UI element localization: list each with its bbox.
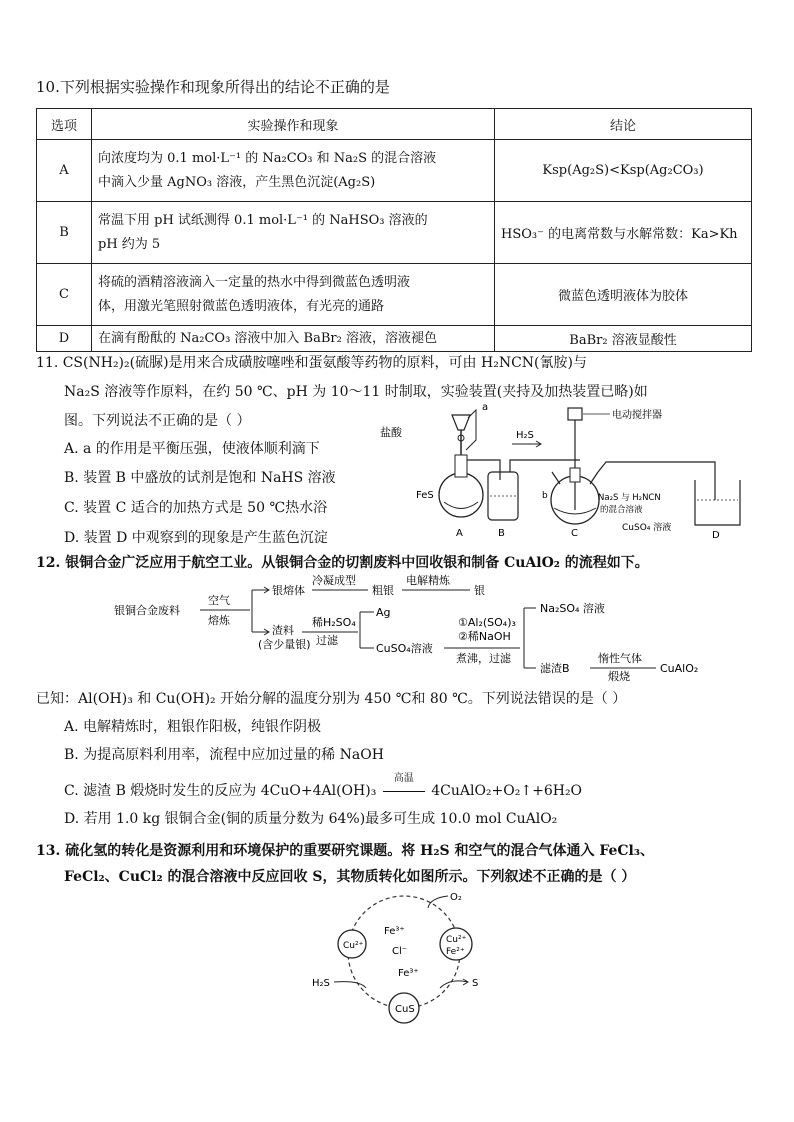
node-cu-label: Cu²⁺	[343, 941, 364, 951]
apparatus-a	[380, 402, 488, 539]
op-line: 中滴入少量 AgNO₃ 溶液，产生黑色沉淀(Ag₂S)	[98, 174, 376, 190]
flow-refine: 电解精炼	[406, 574, 450, 587]
label-o2: O₂	[450, 892, 462, 903]
label-a: a	[482, 402, 489, 413]
q11-apparatus-figure	[380, 400, 760, 545]
row-option: D	[37, 326, 92, 352]
row-option: C	[37, 264, 92, 326]
flow-ag: Ag	[376, 606, 391, 619]
q12-option-d: D. 若用 1.0 kg 银铜合金(铜的质量分数为 64%)最多可生成 10.0 mol CuAlO₂	[64, 811, 558, 827]
table-row	[37, 202, 752, 264]
q12-flow-diagram	[100, 572, 720, 682]
flow-boil: 煮沸，过滤	[456, 652, 511, 665]
table-row	[37, 140, 752, 202]
label-A: A	[456, 528, 463, 539]
label-B: B	[498, 528, 505, 539]
q12-option-a: A. 电解精炼时，粗银作阳极，纯银作阴极	[64, 719, 322, 735]
table-row	[37, 264, 752, 326]
label-fe3-low: Fe³⁺	[398, 968, 419, 979]
op-line: 体，用激光笔照射微蓝色透明液体，有光亮的通路	[98, 298, 385, 314]
op-line: 将硫的酒精溶液滴入一定量的热水中得到微蓝色透明液	[98, 274, 411, 290]
flow-cool: 冷凝成型	[312, 574, 356, 587]
q13-line1: 13. 硫化氢的转化是资源利用和环境保护的重要研究课题。将 H₂S 和空气的混合气体通入 FeCl₃、	[36, 843, 654, 859]
label-s: S	[472, 978, 479, 989]
q11-line1: 11. CS(NH₂)₂(硫脲)是用来合成磺胺噻唑和蛋氨酸等药物的原料，可由 H₂NCN(氰胺)与	[36, 355, 587, 371]
q12-stem: 12. 银铜合金广泛应用于航空工业。从银铜合金的切割废料中回收银和制备 CuAlO₂ 的流程如下。	[36, 555, 649, 571]
header-option: 选项	[37, 109, 92, 140]
q11-option-d: D. 装置 D 中观察到的现象是产生蓝色沉淀	[64, 530, 328, 546]
q12-known: 已知：Al(OH)₃ 和 Cu(OH)₂ 开始分解的温度分别为 450 ℃和 80 ℃。下列说法错误的是（ ）	[36, 691, 627, 707]
op-line: pH 约为 5	[98, 236, 161, 252]
flow-smelt: 熔炼	[208, 614, 230, 627]
q10-table	[36, 108, 752, 352]
q12-option-b: B. 为提高原料利用率，流程中应加过量的稀 NaOH	[64, 747, 384, 763]
apparatus-b	[488, 460, 580, 539]
option-c-rhs: 4CuAlO₂+O₂↑+6H₂O	[431, 783, 583, 799]
header-conclusion: 结论	[495, 109, 752, 140]
row-conclusion: 微蓝色透明液体为胶体	[495, 264, 752, 326]
flow-slag-note: (含少量银)	[258, 638, 311, 651]
node-cu-fe-label-2: Fe²⁺	[446, 947, 465, 957]
flow-melt: 银熔体	[272, 584, 305, 597]
flow-inert: 惰性气体	[598, 652, 642, 665]
node-cu-fe-label-1: Cu²⁺	[446, 935, 467, 945]
flow-na2so4: Na₂SO₄ 溶液	[540, 602, 605, 615]
flow-calcine: 煅烧	[608, 670, 630, 683]
label-h2s: H₂S	[516, 430, 534, 441]
row-conclusion: BaBr₂ 溶液显酸性	[495, 326, 752, 352]
label-fes: FeS	[416, 490, 434, 501]
flow-product: CuAlO₂	[660, 662, 699, 675]
flow-filter: 过滤	[316, 634, 338, 647]
flow-acid: 稀H₂SO₄	[312, 616, 356, 629]
q11-option-c: C. 装置 C 适合的加热方式是 50 ℃热水浴	[64, 500, 328, 516]
reaction-arrow	[381, 773, 427, 799]
flow-residue: 滤渣B	[540, 662, 570, 675]
row-option: B	[37, 202, 92, 264]
q13-cycle-diagram	[300, 880, 520, 1030]
beaker-d	[695, 480, 740, 525]
table-row	[37, 326, 752, 352]
flow-cuso4: CuSO₄溶液	[376, 642, 433, 655]
label-fe3-top: Fe³⁺	[384, 926, 405, 937]
table-header-row	[37, 109, 752, 140]
pressure-tube-a	[466, 410, 476, 450]
label-b: b	[542, 491, 548, 501]
flask-a	[439, 473, 483, 517]
q12-option-c	[64, 773, 583, 800]
q13-line2: FeCl₂、CuCl₂ 的混合溶液中反应回收 S，其物质转化如图所示。下列叙述不正确的是（ ）	[64, 869, 636, 885]
op-line: 常温下用 pH 试纸测得 0.1 mol·L⁻¹ 的 NaHSO₃ 溶液的	[98, 212, 428, 228]
row-operation	[92, 264, 495, 326]
row-conclusion: HSO₃⁻ 的电离常数与水解常数：Ka>Kh	[495, 202, 752, 264]
label-h2s: H₂S	[312, 978, 330, 989]
flow-air: 空气	[208, 594, 230, 607]
row-operation: 在滴有酚酞的 Na₂CO₃ 溶液中加入 BaBr₂ 溶液，溶液褪色	[92, 326, 495, 352]
flow-start: 银铜合金废料	[114, 604, 180, 617]
flow-crude: 粗银	[372, 584, 394, 597]
q11-option-a: A. a 的作用是平衡压强，使液体顺利滴下	[64, 441, 320, 457]
flow-reagent-2: ②稀NaOH	[458, 630, 511, 643]
label-c-solution-1: Na₂S 与 H₂NCN	[598, 493, 661, 503]
node-cus-label: CuS	[395, 1004, 415, 1015]
stirrer-motor	[568, 408, 582, 420]
flow-reagent-1: ①Al₂(SO₄)₃	[458, 616, 516, 629]
label-stirrer: 电动搅拌器	[612, 410, 662, 421]
q10-stem: 10.下列根据实验操作和现象所得出的结论不正确的是	[36, 78, 390, 96]
label-cl: Cl⁻	[392, 946, 408, 957]
q11-option-b: B. 装置 B 中盛放的试剂是饱和 NaHS 溶液	[64, 470, 336, 486]
row-operation	[92, 140, 495, 202]
q11-line2: Na₂S 溶液等作原料，在约 50 ℃、pH 为 10～11 时制取，实验装置(夹持及加热装置已略)如	[64, 384, 648, 400]
row-option: A	[37, 140, 92, 202]
label-hcl: 盐酸	[380, 426, 402, 439]
flow-silver: 银	[474, 584, 485, 597]
header-operation: 实验操作和现象	[92, 109, 495, 140]
label-cuso4: CuSO₄ 溶液	[622, 523, 672, 533]
op-line: 向浓度均为 0.1 mol·L⁻¹ 的 Na₂CO₃ 和 Na₂S 的混合溶液	[98, 150, 437, 166]
flow-slag: 渣料	[272, 624, 294, 637]
reaction-condition: 高温	[393, 773, 414, 784]
row-conclusion: Ksp(Ag₂S)<Ksp(Ag₂CO₃)	[495, 140, 752, 202]
label-c-solution-2: 的混合溶液	[600, 505, 643, 515]
q11-line3: 图。下列说法不正确的是（ ）	[64, 413, 251, 429]
dropping-funnel	[452, 415, 470, 430]
option-c-lhs: C. 滤渣 B 煅烧时发生的反应为 4CuO+4Al(OH)₃	[64, 783, 377, 799]
label-C: C	[571, 528, 578, 539]
row-operation	[92, 202, 495, 264]
label-D: D	[712, 530, 720, 541]
